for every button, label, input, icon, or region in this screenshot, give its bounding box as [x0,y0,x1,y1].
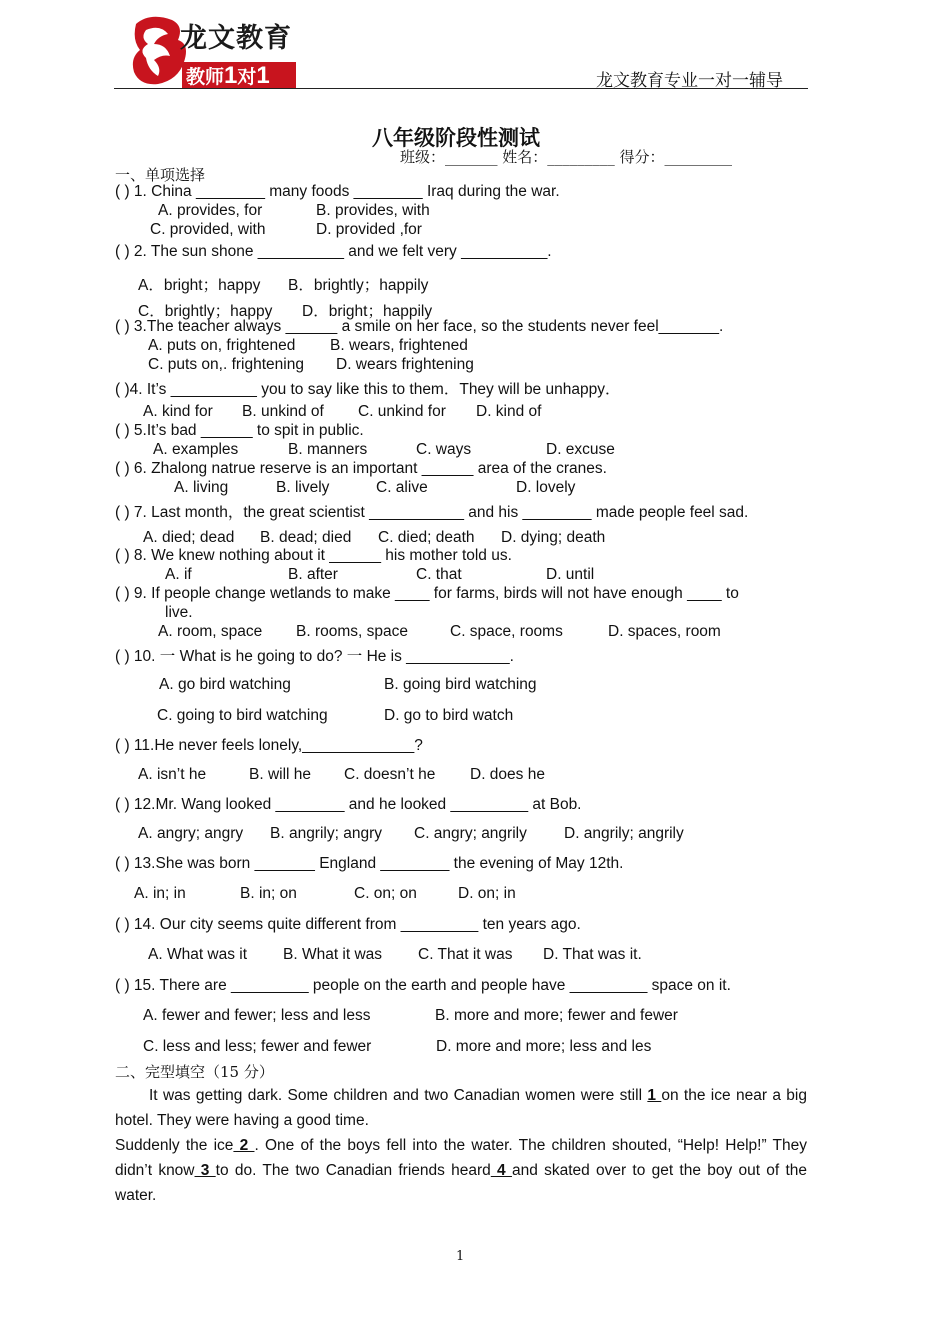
question-stem: ( )4. It’s __________ you to say like this to them．They will be unhappy． [115,381,621,398]
option: B．brightly；happily [288,277,429,294]
question-stem: ( ) 5.It’s bad ______ to spit in public. [115,422,364,439]
question-stem: ( ) 13.She was born _______ England ________ the evening of May 12th. [115,855,624,872]
option: B. unkind of [242,403,324,420]
option: B. rooms, space [296,623,408,640]
option: B. provides, with [316,202,430,219]
option: A. in; in [134,885,186,902]
option: C. That it was [418,946,513,963]
question-stem: ( ) 10. 一 What is he going to do? 一 He is ____________. [115,648,514,665]
option: B. more and more; fewer and fewer [435,1007,678,1024]
option: D. That was it. [543,946,642,963]
question-stem: ( ) 8. We knew nothing about it ______ his mother told us. [115,547,512,564]
option: D. excuse [546,441,615,458]
option: C. going to bird watching [157,707,328,724]
cloze-paragraph-2: Suddenly the ice 2 . One of the boys fell into the water. The children shouted, “Help! Help!” They didn’t know 3 to do. The two Canadian friends heard 4 and skated over to get the boy out of the water. [115,1137,808,1204]
option: C. doesn’t he [344,766,436,783]
option: C. provided, with [150,221,266,238]
option: B. What it was [283,946,383,963]
question-stem: ( ) 6. Zhalong natrue reserve is an important ______ area of the cranes. [115,460,607,477]
cloze-blank-1: 1 [647,1087,662,1104]
option: C. alive [376,479,428,496]
page-number: 1 [456,1249,465,1264]
option: D. lovely [516,479,576,496]
option: B. going bird watching [384,676,537,693]
page-title: 八年级阶段性测试 [372,127,540,150]
option: C. died; death [378,529,475,546]
option: B. will he [249,766,312,783]
option: A．bright；happy [138,277,261,294]
option: D. until [546,566,595,583]
option: A. room, space [158,623,263,640]
option: D. wears frightening [336,356,474,373]
cloze-paragraph-1: It was getting dark. Some children and two Canadian women were still 1 on the ice near a big hotel. They were having a good time. [115,1087,807,1129]
header-tagline: 龙文教育专业一对一辅导 [596,71,783,91]
question-stem-continued: live. [165,604,193,621]
logo-main-text: 龙文教育 [180,23,292,53]
option: C. puts on,. frightening [148,356,304,373]
option: A. died; dead [143,529,235,546]
cloze-blank-3: 3 [194,1162,216,1179]
option: A. go bird watching [159,676,291,693]
logo [128,14,298,90]
option: C. unkind for [358,403,446,420]
header-divider [114,88,808,89]
option: D. provided ,for [316,221,422,238]
question-stem: ( ) 2. The sun shone __________ and we felt very __________. [115,243,552,260]
option: D. more and more; less and les [436,1038,652,1055]
option: A. puts on, frightened [148,337,296,354]
option: D. on; in [458,885,516,902]
option: C. that [416,566,462,583]
option: A. living [174,479,229,496]
question-stem: ( ) 3.The teacher always ______ a smile on her face, so the students never feel_______. [115,318,724,335]
option: D. angrily; angrily [564,825,684,842]
option: A. if [165,566,192,583]
option: B. after [288,566,338,583]
option: B. manners [288,441,368,458]
question-stem: ( ) 7. Last month，the great scientist ___________ and his ________ made people feel sad. [115,504,749,521]
section-heading-cloze: 二、完型填空（15 分） [115,1063,274,1081]
question-stem: ( ) 11.He never feels lonely,_____________? [115,737,423,754]
option: D．bright；happily [302,303,433,320]
option: A. provides, for [158,202,263,219]
option: A. isn’t he [138,766,207,783]
option: D. does he [470,766,545,783]
question-stem: ( ) 1. China ________ many foods ________ Iraq during the war. [115,183,560,200]
option: D. go to bird watch [384,707,514,724]
option: C. on; on [354,885,417,902]
option: D. spaces, room [608,623,721,640]
option: D. dying; death [501,529,606,546]
option: B. wears, frightened [330,337,468,354]
student-info-line: 班级：_______ 姓名：_________ 得分：_________ [400,148,733,166]
option: B. lively [276,479,330,496]
option: A. angry; angry [138,825,244,842]
option: C. space, rooms [450,623,563,640]
option: A. kind for [143,403,213,420]
option: B. angrily; angry [270,825,382,842]
section-heading-choice: 一、单项选择 [115,166,206,184]
cloze-blank-4: 4 [490,1162,512,1179]
question-stem: ( ) 14. Our city seems quite different from _________ ten years ago. [115,916,581,933]
option: C. angry; angrily [414,825,527,842]
option: B. dead; died [260,529,352,546]
option: A. examples [153,441,239,458]
question-stem: ( ) 15. There are _________ people on the earth and people have _________ space on it. [115,977,731,994]
option: C. less and less; fewer and fewer [143,1038,372,1055]
question-stem: ( ) 9. If people change wetlands to make ____ for farms, birds will not have enough ____ to [115,585,739,602]
cloze-blank-2: 2 [233,1137,255,1154]
question-stem: ( ) 12.Mr. Wang looked ________ and he looked _________ at Bob. [115,796,582,813]
option: D. kind of [476,403,542,420]
option: B. in; on [240,885,297,902]
option: A. fewer and fewer; less and less [143,1007,371,1024]
logo-sub-text: 教师1对1 [186,62,270,89]
option: C．brightly；happy [138,303,273,320]
option: C. ways [416,441,472,458]
option: A. What was it [148,946,248,963]
